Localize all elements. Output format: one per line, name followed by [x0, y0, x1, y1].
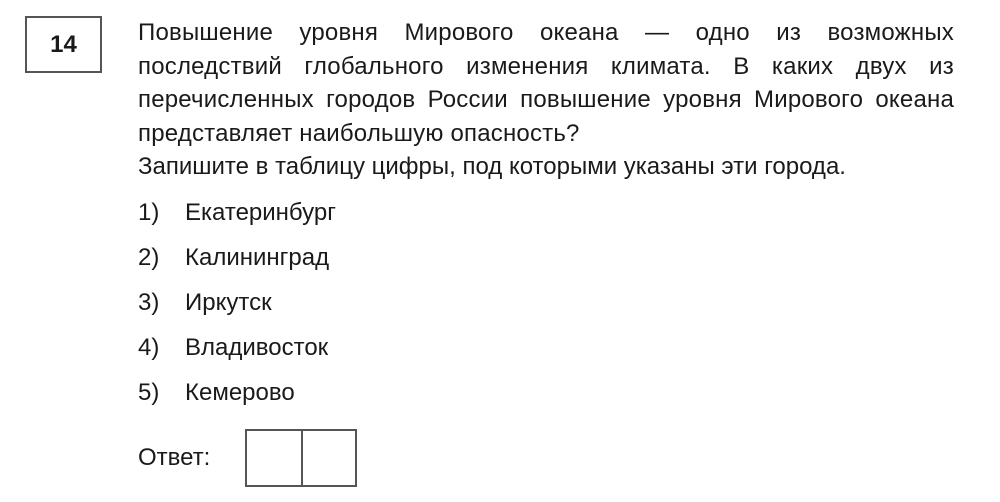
- task-number: 14: [50, 30, 77, 58]
- option-number: 1): [138, 199, 160, 226]
- answer-label: Ответ:: [138, 444, 211, 471]
- option-5: [138, 376, 336, 421]
- option-2: [138, 241, 336, 286]
- instruction-text: Запишите в таблицу цифры, под которыми указаны эти города.: [138, 153, 846, 180]
- option-label: Калининград: [185, 244, 330, 271]
- task-number-box: [25, 16, 102, 73]
- option-1: [138, 196, 336, 241]
- option-number: 2): [138, 244, 160, 271]
- answer-options-list: [138, 196, 336, 421]
- option-4: [138, 331, 336, 376]
- option-label: Иркутск: [185, 289, 272, 316]
- option-3: [138, 286, 336, 331]
- option-label: Кемерово: [185, 379, 295, 406]
- answer-row: [138, 428, 357, 488]
- option-label: Владивосток: [185, 334, 329, 361]
- option-label: Екатеринбург: [185, 199, 336, 226]
- option-number: 5): [138, 379, 160, 406]
- option-number: 3): [138, 289, 160, 316]
- question-text: Повышение уровня Мирового океана — одно из возможных последствий глобального изменения климата. В каких двух из перечисленных городов России повышение уровня Мирового океана представляет наибольшую опасность?: [138, 19, 954, 147]
- answer-cell-2[interactable]: [301, 431, 355, 485]
- answer-table: [245, 429, 357, 487]
- answer-cell-1[interactable]: [247, 431, 301, 485]
- option-number: 4): [138, 334, 160, 361]
